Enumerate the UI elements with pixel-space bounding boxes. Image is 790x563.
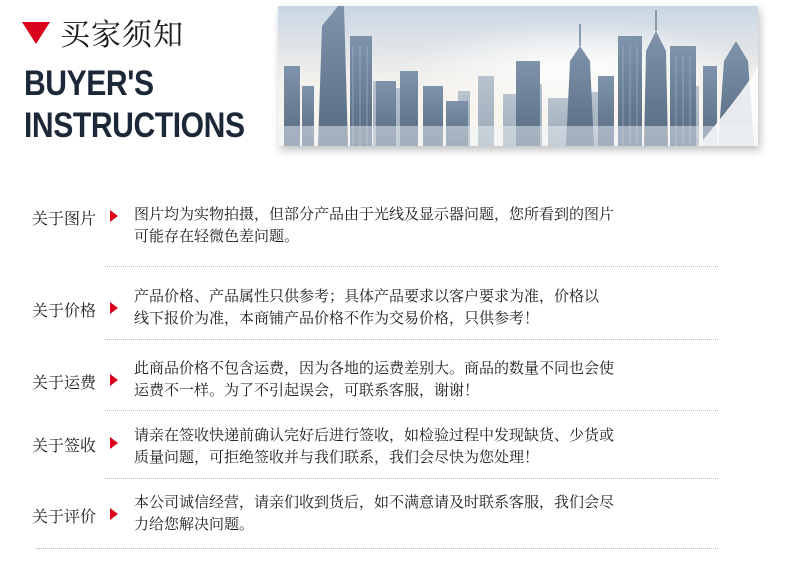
- section-text-line: 图片均为实物拍摄，但部分产品由于光线及显示器问题，您所看到的图片: [134, 205, 615, 223]
- section-text-line: 本公司诚信经营，请亲们收到货后，如不满意请及时联系客服，我们会尽: [134, 493, 615, 511]
- red-arrow-icon: [110, 437, 118, 449]
- red-arrow-icon: [110, 302, 118, 314]
- divider: [105, 478, 718, 479]
- red-triangle-icon: [22, 22, 50, 44]
- en-title-line1: BUYER'S: [24, 64, 154, 103]
- section-label-images: 关于图片: [32, 209, 97, 228]
- section-text-shipping: [134, 357, 724, 401]
- divider: [105, 339, 718, 340]
- section-text-receipt: [134, 424, 724, 468]
- section-text-line: 可能存在轻微色差问题。: [134, 227, 300, 245]
- divider: [105, 410, 718, 411]
- city-skyline-photo: [278, 6, 758, 146]
- section-text-images: [134, 203, 724, 247]
- section-label-receipt: 关于签收: [32, 436, 97, 455]
- section-label-shipping: 关于运费: [32, 373, 97, 392]
- section-text-line: 运费不一样。为了不引起误会，可联系客服，谢谢！: [134, 381, 480, 399]
- cn-title-block: [22, 10, 184, 54]
- section-text-line: 产品价格、产品属性只供参考；具体产品要求以客户要求为准，价格以: [134, 287, 600, 305]
- section-text-line: 力给您解决问题。: [134, 515, 255, 533]
- section-text-review: [134, 491, 724, 535]
- section-text-line: 此商品价格不包含运费，因为各地的运费差别大。商品的数量不同也会使: [134, 359, 615, 377]
- section-label-price: 关于价格: [32, 301, 97, 320]
- red-arrow-icon: [110, 374, 118, 386]
- section-text-line: 质量问题，可拒绝签收并与我们联系，我们会尽快为您处理！: [134, 448, 540, 466]
- divider: [105, 266, 718, 267]
- header-banner: [0, 0, 790, 175]
- cn-title: 买家须知: [60, 18, 184, 53]
- red-arrow-icon: [110, 210, 118, 222]
- section-label-review: 关于评价: [32, 507, 97, 526]
- section-text-price: [134, 285, 724, 329]
- section-text-line: 线下报价为准，本商铺产品价格不作为交易价格，只供参考！: [134, 309, 540, 327]
- divider: [36, 548, 718, 549]
- en-title-line2: INSTRUCTIONS: [24, 106, 245, 145]
- section-text-line: 请亲在签收快递前确认完好后进行签收，如检验过程中发现缺货、少货或: [134, 426, 615, 444]
- red-arrow-icon: [110, 508, 118, 520]
